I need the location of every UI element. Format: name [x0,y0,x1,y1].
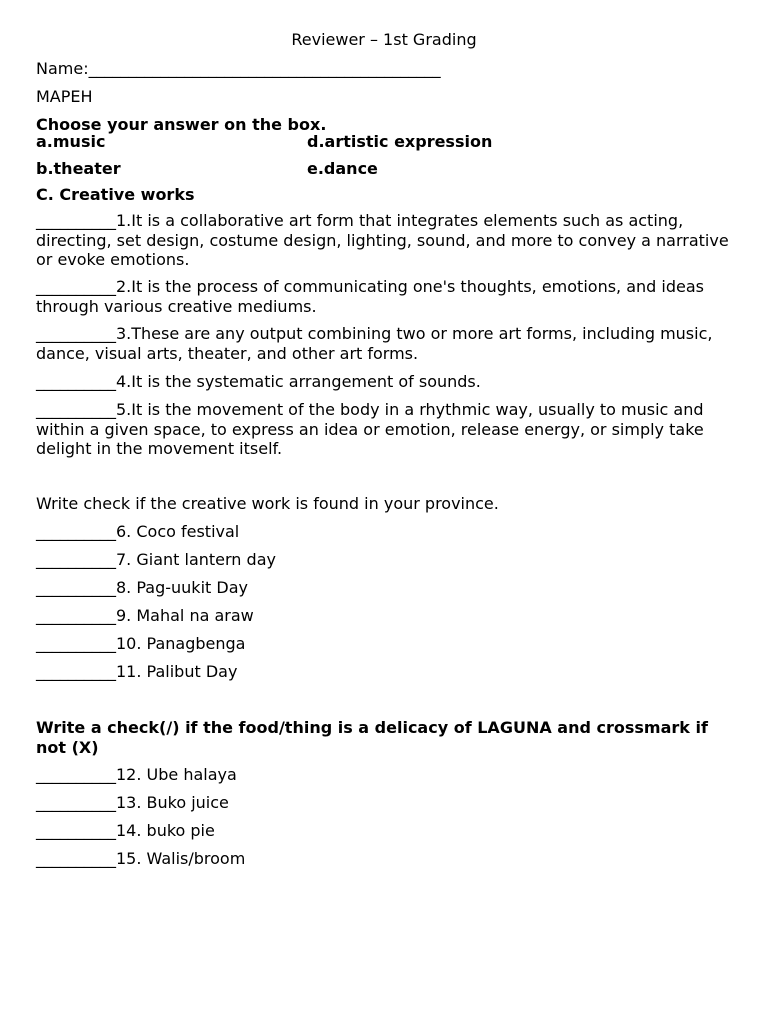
section3-instruction: Write a check(/) if the food/thing is a delicacy of LAGUNA and crossmark if not (X) [36,718,708,757]
answer-blank: __________ [36,277,116,296]
section1-instruction: Choose your answer on the box. [36,115,327,134]
section2-instruction: Write check if the creative work is found in your province. [36,494,499,513]
answer-blank: __________ [36,578,116,597]
item-text: 9. Mahal na araw [116,606,254,625]
question-item-2 [36,277,736,316]
answer-blank: __________ [36,821,116,840]
question-item-5 [36,400,736,459]
list-item [36,662,237,681]
list-item [36,821,215,840]
item-text: 11. Palibut Day [116,662,238,681]
subject-label: MAPEH [36,87,93,106]
choice-a: a.music [36,132,106,151]
list-item [36,606,254,625]
choice-c: C. Creative works [36,185,195,204]
answer-blank: __________ [36,765,116,784]
answer-blank: __________ [36,372,116,391]
list-item [36,793,229,812]
question-item-4 [36,372,736,392]
choice-d: d.artistic expression [307,132,493,151]
item-text: 13. Buko juice [116,793,229,812]
item-text: 15. Walis/broom [116,849,246,868]
list-item [36,522,239,541]
question-text: 2.It is the process of communicating one's thoughts, emotions, and ideas through various creative mediums. [36,277,704,316]
item-text: 14. buko pie [116,821,215,840]
choice-b: b.theater [36,159,121,178]
item-text: 7. Giant lantern day [116,550,276,569]
question-text: 1.It is a collaborative art form that integrates elements such as acting, directing, set design, costume design, lighting, sound, and more to convey a narrative or evoke emotions. [36,211,729,269]
answer-blank: __________ [36,662,116,681]
answer-blank: __________ [36,793,116,812]
question-text: 5.It is the movement of the body in a rhythmic way, usually to music and within a given space, to express an idea or emotion, release energy, or simply take delight in the movement itself. [36,400,704,458]
answer-blank: __________ [36,606,116,625]
answer-blank: __________ [36,522,116,541]
list-item [36,550,276,569]
list-item [36,578,248,597]
list-item [36,634,245,653]
name-field-label: Name:____________________________________________ [36,59,441,78]
answer-blank: __________ [36,324,116,343]
question-text: 3.These are any output combining two or more art forms, including music, dance, visual arts, theater, and other art forms. [36,324,713,363]
question-item-3 [36,324,736,363]
answer-blank: __________ [36,634,116,653]
list-item [36,849,245,868]
item-text: 12. Ube halaya [116,765,237,784]
item-text: 8. Pag-uukit Day [116,578,248,597]
question-text: 4.It is the systematic arrangement of sounds. [116,372,481,391]
answer-blank: __________ [36,550,116,569]
answer-blank: __________ [36,849,116,868]
answer-blank: __________ [36,400,116,419]
choice-e: e.dance [307,159,378,178]
answer-blank: __________ [36,211,116,230]
item-text: 6. Coco festival [116,522,240,541]
question-item-1 [36,211,736,270]
page-title: Reviewer – 1st Grading [291,30,477,49]
list-item [36,765,237,784]
item-text: 10. Panagbenga [116,634,246,653]
